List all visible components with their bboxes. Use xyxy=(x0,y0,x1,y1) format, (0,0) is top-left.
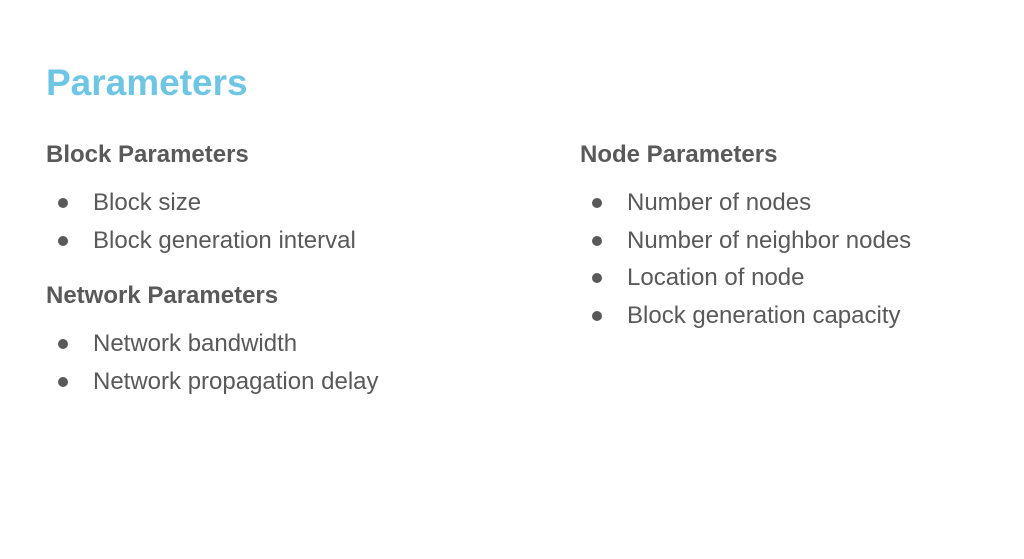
node-parameters-heading: Node Parameters xyxy=(580,141,778,168)
list-item-label: Network propagation delay xyxy=(93,367,379,395)
block-parameters-heading: Block Parameters xyxy=(46,141,249,168)
bullet-dot-icon xyxy=(58,377,68,387)
list-item xyxy=(46,363,486,401)
list-item-label: Location of node xyxy=(627,264,805,291)
list-item xyxy=(580,297,1020,335)
node-parameters-list xyxy=(580,184,1020,334)
bullet-dot-icon xyxy=(58,198,68,208)
bullet-dot-icon xyxy=(58,339,68,349)
bullet-dot-icon xyxy=(592,236,602,246)
list-item-label: Block generation interval xyxy=(93,226,356,254)
list-item-label: Block size xyxy=(93,189,202,216)
bullet-dot-icon xyxy=(592,198,602,208)
bullet-dot-icon xyxy=(592,311,602,321)
block-parameters-section xyxy=(46,138,486,259)
list-item-label: Network bandwidth xyxy=(93,330,298,357)
list-item xyxy=(580,259,1020,297)
right-column xyxy=(580,138,1020,334)
network-parameters-section xyxy=(46,279,486,400)
list-item-label: Number of neighbor nodes xyxy=(627,226,912,254)
slide-title: Parameters xyxy=(46,62,248,103)
list-item xyxy=(580,184,1020,222)
left-column xyxy=(46,138,486,400)
list-item xyxy=(46,325,486,363)
list-item xyxy=(46,222,486,260)
bullet-dot-icon xyxy=(58,236,68,246)
list-item xyxy=(46,184,486,222)
network-parameters-list xyxy=(46,325,486,400)
block-parameters-list xyxy=(46,184,486,259)
node-parameters-section xyxy=(580,138,1020,334)
list-item-label: Block generation capacity xyxy=(627,301,901,329)
list-item-label: Number of nodes xyxy=(627,189,812,216)
list-item xyxy=(580,222,1020,260)
network-parameters-heading: Network Parameters xyxy=(46,282,279,309)
bullet-dot-icon xyxy=(592,273,602,283)
